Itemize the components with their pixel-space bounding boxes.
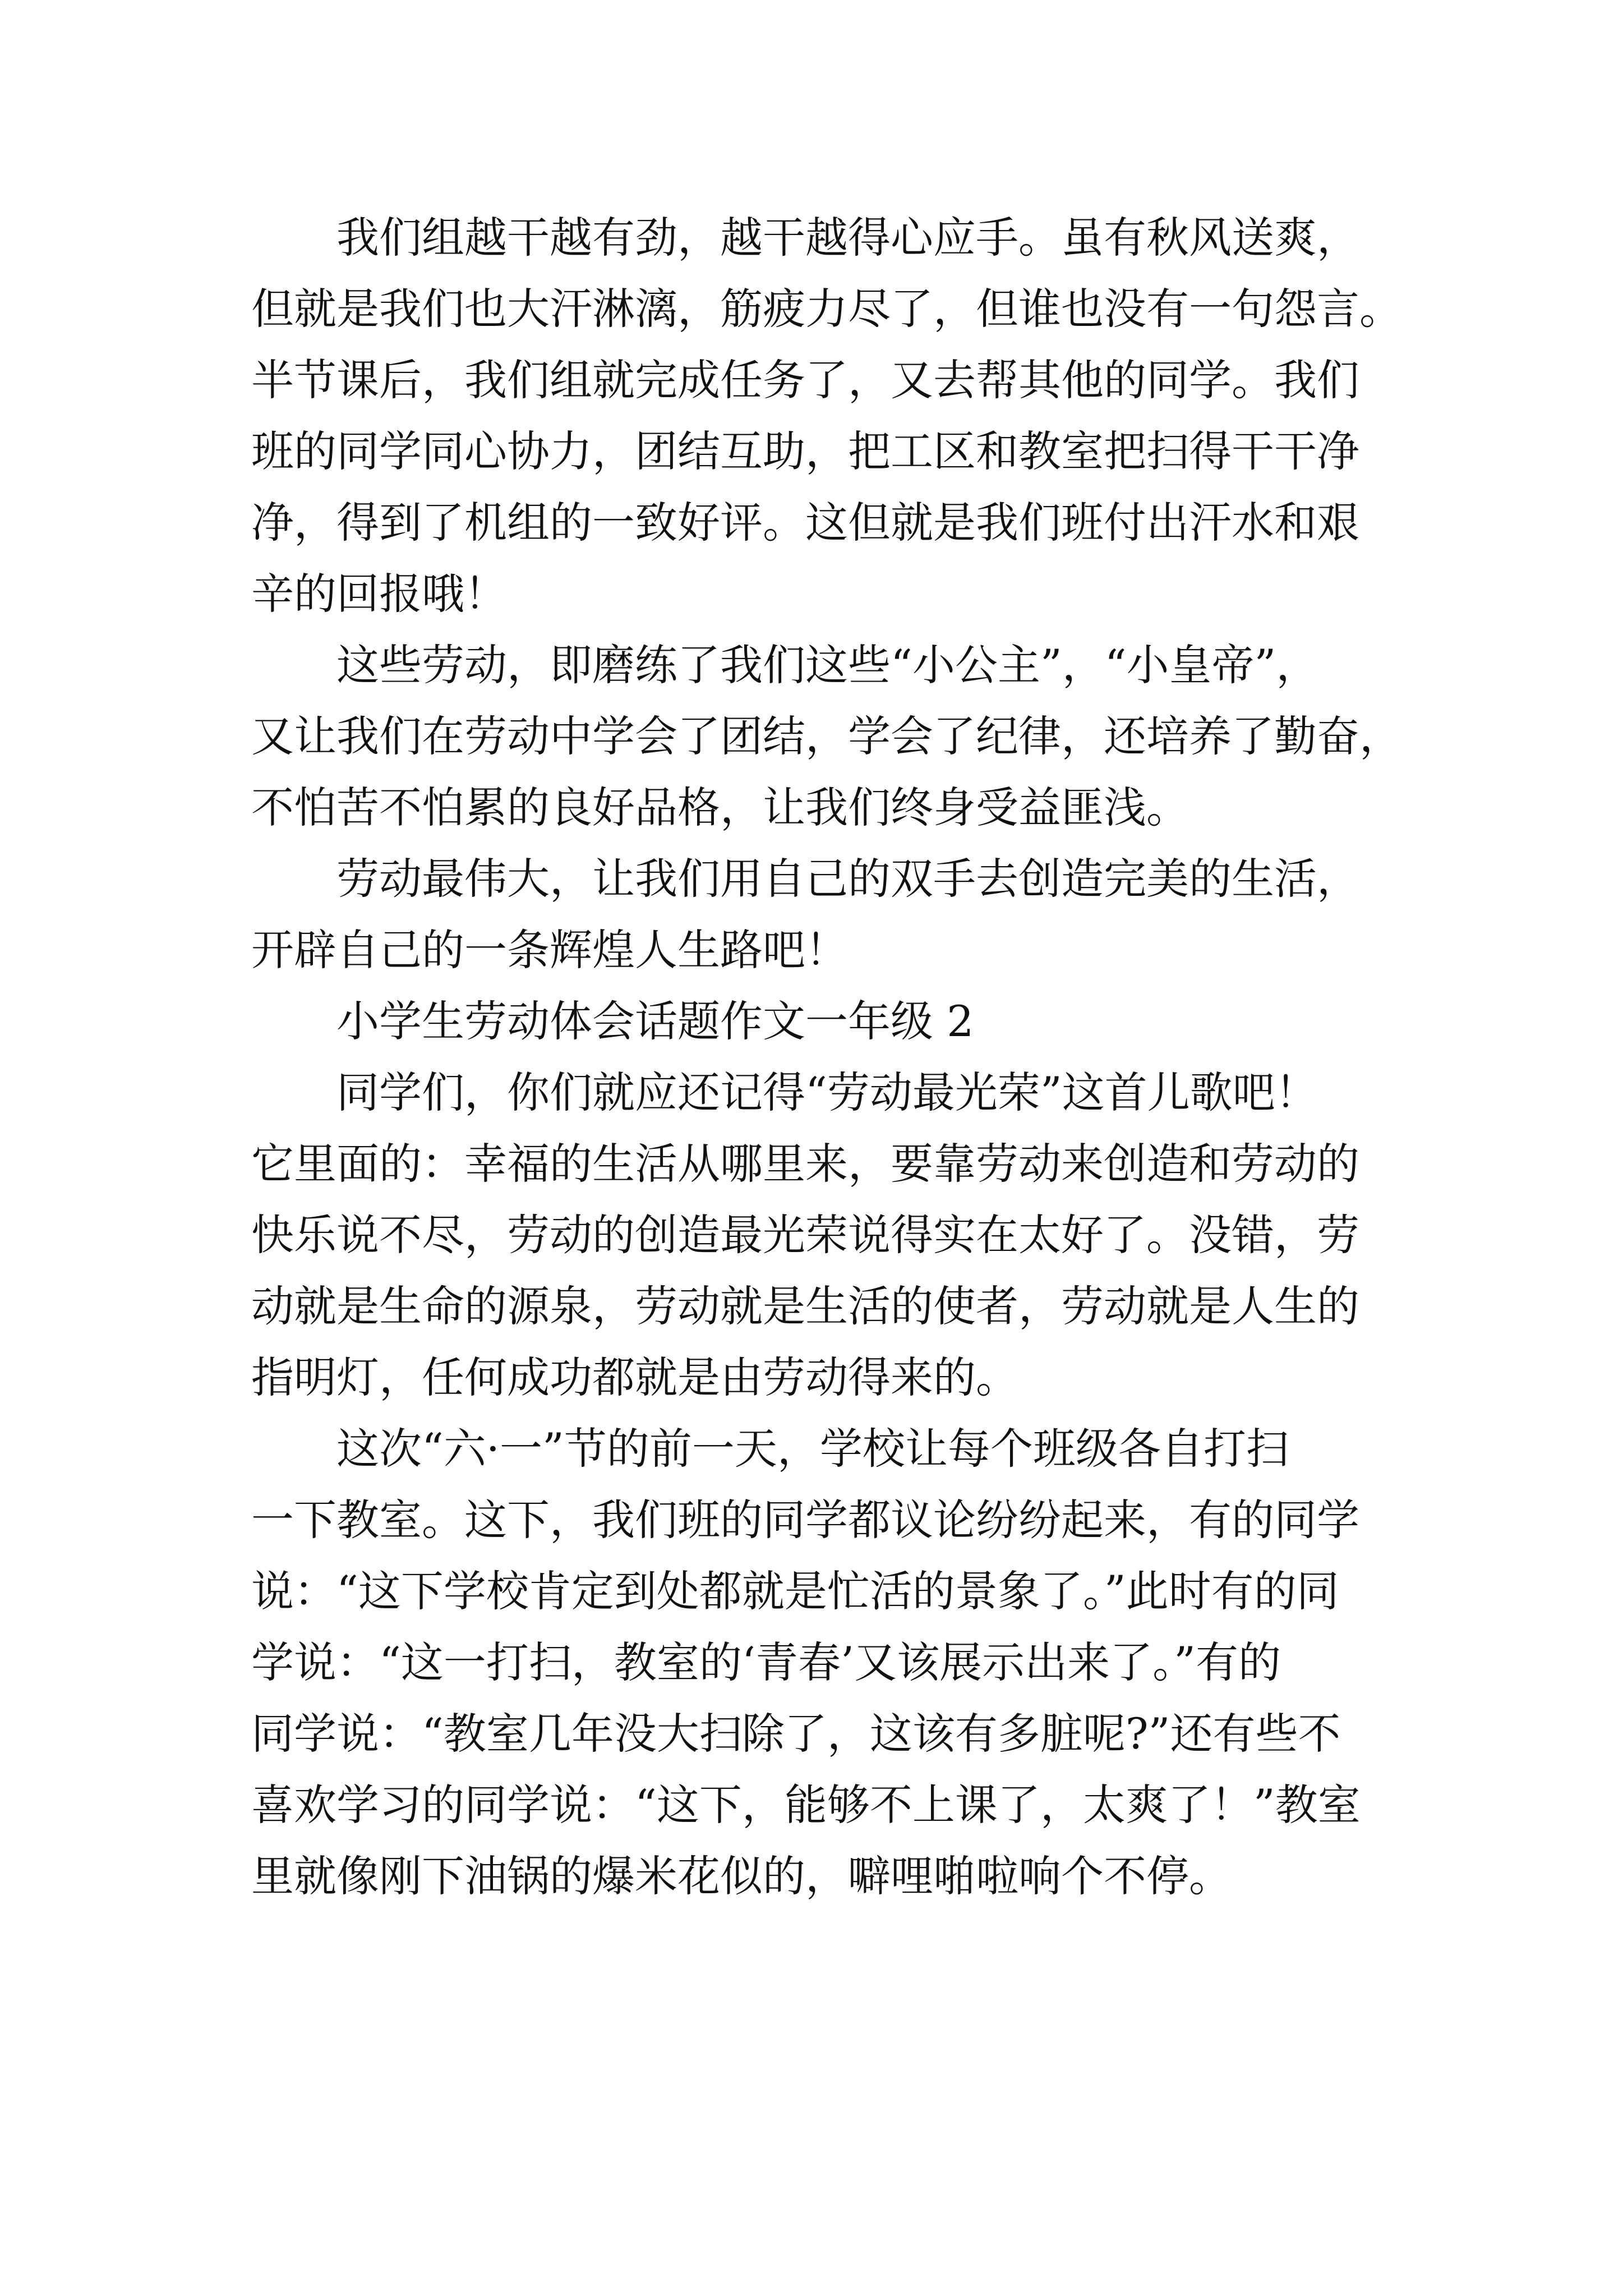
text-line: 班的同学同心协力，团结互助，把工区和教室把扫得干干净 (251, 426, 1359, 476)
text-line: 这次“六·一”节的前一天，学校让每个班级各自打扫 (336, 1424, 1289, 1474)
paragraph-cleaning-work (251, 202, 1402, 629)
text-line: 同学说：“教室几年没大扫除了，这该有多脏呢?”还有些不 (251, 1709, 1341, 1759)
text-line: 我们组越干越有劲，越干越得心应手。虽有秋风送爽， (336, 213, 1359, 263)
essay-title-text: 小学生劳动体会话题作文一年级 2 (336, 996, 974, 1046)
text-line: 它里面的：幸福的生活从哪里来，要靠劳动来创造和劳动的 (251, 1139, 1359, 1189)
text-line: 同学们，你们就应还记得“劳动最光荣”这首儿歌吧！ (336, 1068, 1318, 1117)
text-line: 动就是生命的源泉，劳动就是生活的使者，劳动就是人生的 (251, 1281, 1359, 1331)
document-page (251, 202, 1402, 1912)
text-line: 喜欢学习的同学说：“这下，能够不上课了，太爽了！”教室 (251, 1780, 1361, 1830)
text-line: 又让我们在劳动中学会了团结，学会了纪律，还培养了勤奋， (251, 711, 1402, 761)
text-line: 净，得到了机组的一致好评。这但就是我们班付出汗水和艰 (251, 498, 1359, 547)
essay-title (251, 986, 1373, 1057)
text-line: 不怕苦不怕累的良好品格，让我们终身受益匪浅。 (251, 783, 1189, 832)
text-line: 但就是我们也大汗淋漓，筋疲力尽了，但谁也没有一句怨言。 (251, 284, 1402, 334)
text-line: 指明灯，任何成功都就是由劳动得来的。 (251, 1352, 1018, 1402)
paragraph-labor-greatest (251, 843, 1373, 986)
text-line: 这些劳动，即磨练了我们这些“小公主”，“小皇帝”， (336, 640, 1319, 690)
text-line: 一下教室。这下，我们班的同学都议论纷纷起来，有的同学 (251, 1495, 1359, 1545)
text-line: 劳动最伟大，让我们用自己的双手去创造完美的生活， (336, 854, 1359, 904)
text-line: 说：“这下学校肯定到处都就是忙活的景象了。”此时有的同 (251, 1566, 1339, 1616)
paragraph-labor-song (251, 1057, 1373, 1413)
text-line: 辛的回报哦！ (251, 569, 507, 619)
text-line: 里就像刚下油锅的爆米花似的，噼哩啪啦响个不停。 (251, 1851, 1232, 1901)
text-line: 开辟自己的一条辉煌人生路吧！ (251, 925, 848, 975)
paragraph-childrens-day (251, 1413, 1373, 1912)
text-line: 半节课后，我们组就完成任务了，又去帮其他的同学。我们 (251, 355, 1359, 405)
text-line: 学说：“这一打扫，教室的‘青春’又该展示出来了。”有的 (251, 1637, 1281, 1687)
text-line: 快乐说不尽，劳动的创造最光荣说得实在太好了。没错，劳 (251, 1210, 1359, 1260)
paragraph-labor-lessons (251, 629, 1402, 843)
